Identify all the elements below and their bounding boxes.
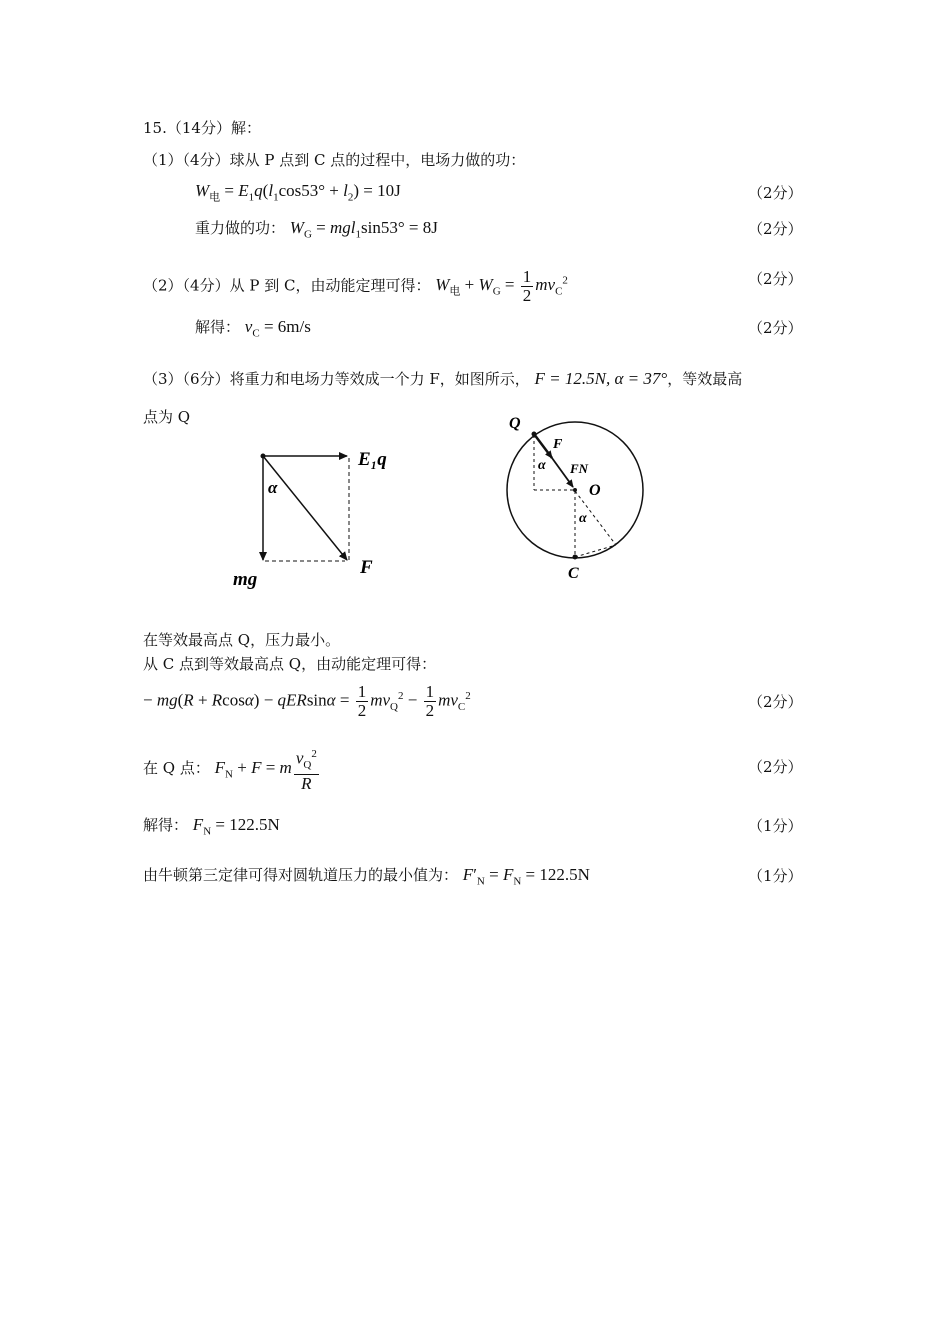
question-title: 15.（14分）解： — [143, 119, 261, 137]
force-vector-diagram — [225, 440, 410, 590]
label-o: O — [589, 482, 601, 499]
part3-header: （3）（6分）将重力和电场力等效成一个力 F，如图所示， — [143, 370, 530, 388]
part3-line-b: 从 C 点到等效最高点 Q，由动能定理可得： — [143, 655, 437, 673]
part3-header-tail: ，等效最高 — [667, 370, 743, 388]
part3-eq3-label: 解得： — [143, 816, 189, 834]
part3-eq4-label: 由牛顿第三定律可得对圆轨道压力的最小值为： — [143, 866, 459, 884]
part1-header: （1）（4分）球从 P 点到 C 点的过程中，电场力做的功： — [143, 151, 526, 169]
part3-eq1-points: （2分） — [748, 693, 803, 711]
part3-eq2-label: 在 Q 点： — [143, 758, 210, 777]
part3-line-a: 在等效最高点 Q，压力最小。 — [143, 631, 341, 649]
part3-header-math: F = 12.5N, α = 37° — [534, 369, 668, 388]
part1-eq1-points: （2分） — [748, 184, 803, 202]
part2-solve: 解得： $v_C = 6m/s$ — [195, 317, 311, 340]
label-e1q: E₁q — [358, 449, 387, 470]
circular-track-diagram — [495, 405, 665, 590]
part3-header-line — [143, 369, 742, 389]
label-fn: FN — [570, 461, 589, 476]
part3-eq4: 由牛顿第三定律可得对圆轨道压力的最小值为： $F'_N = F_N = 122.5N$ — [143, 865, 590, 888]
label-alpha: α — [268, 478, 278, 497]
part3-eq3: 解得： $F_N = 122.5N$ — [143, 815, 280, 838]
part2-eq1-points: （2分） — [748, 270, 803, 288]
f-vector — [263, 456, 347, 560]
part3-header2: 点为 Q — [143, 408, 191, 426]
part1-eq2-points: （2分） — [748, 220, 803, 238]
label-c: C — [568, 565, 579, 582]
part1-eq2: 重力做的功： $W_G = mgl_1\sin 53^\circ = 8J$ — [195, 218, 438, 241]
part1-eq2-label: 重力做的功： — [195, 219, 286, 237]
part3-eq3-points: （1分） — [748, 817, 803, 835]
part1-eq1: $W_电 = E_1q(l_1\cos 53^\circ + l_2) = 10J$ — [195, 181, 401, 204]
label-mg: mg — [233, 569, 258, 590]
label-q: Q — [509, 415, 521, 432]
label-alpha-top: α — [538, 458, 546, 473]
part2-solve-label: 解得： — [195, 318, 241, 336]
part3-eq4-points: （1分） — [748, 867, 803, 885]
part3-eq2: 在 Q 点： $F_N + F = m$ $\frac{v_Q^2}{R}$ — [143, 745, 321, 793]
part2-header-line: （2）（4分）从 P 到 C，由动能定理可得： $W_电 + W_G$ = $\frac{1}{2}$ $mv_C^2$ — [143, 267, 568, 305]
part2-solve-points: （2分） — [748, 319, 803, 337]
label-f-right: F — [553, 437, 563, 452]
f-arrow — [534, 434, 552, 458]
part3-eq2-points: （2分） — [748, 758, 803, 776]
label-alpha-bottom: α — [579, 511, 587, 526]
part2-header: （2）（4分）从 P 到 C，由动能定理可得： — [143, 276, 431, 295]
label-f: F — [360, 557, 373, 578]
part3-eq1: − mg(R + Rcosα) − qERsinα = $\frac{1}{2}$ $mv_Q^2$ − $\frac{1}{2}$ $mv_C^2$ — [143, 682, 471, 720]
